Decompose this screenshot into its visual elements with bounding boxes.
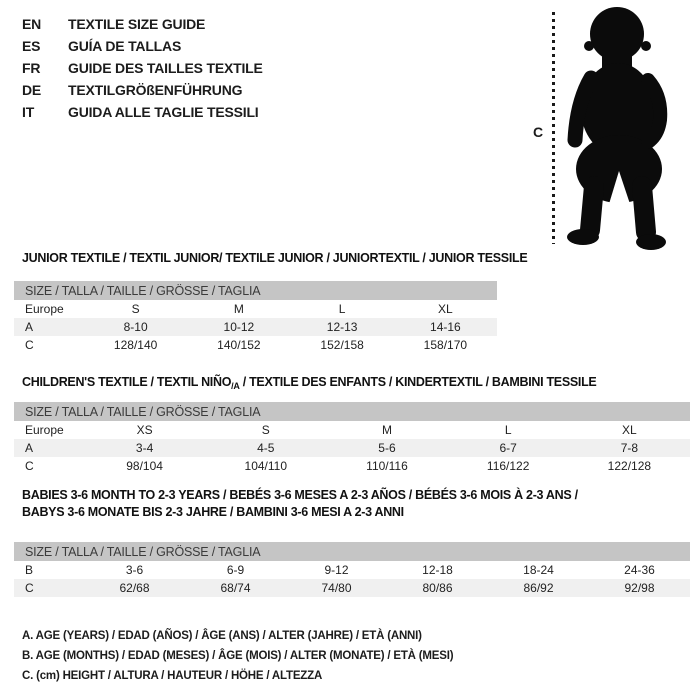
row-label: B (25, 563, 34, 577)
age-cell: 14-16 (394, 318, 497, 336)
language-label: GUIDE DES TAILLES TEXTILE (68, 60, 263, 76)
size-header-row (14, 402, 690, 421)
children-size-table (14, 402, 690, 475)
height-cell: 158/170 (423, 338, 468, 352)
size-header: SIZE / TALLA / TAILLE / GRÖSSE / TAGLIA (14, 402, 690, 421)
size-cell: M (381, 423, 392, 437)
age-cell: 7-8 (569, 439, 690, 457)
height-cell: 68/74 (185, 579, 286, 597)
language-label: GUIDA ALLE TAGLIE TESSILI (68, 104, 259, 120)
age-cell: 3-6 (125, 563, 144, 577)
age-cell: 10-12 (187, 318, 290, 336)
height-cell: 116/122 (486, 459, 530, 473)
height-cell: 152/158 (320, 338, 364, 352)
language-row-en (22, 13, 263, 35)
size-cell: XS (136, 423, 153, 437)
children-title-subscript: /A (231, 381, 240, 391)
babies-size-table (14, 542, 690, 597)
language-code: IT (22, 104, 35, 120)
legend-notes (22, 626, 453, 686)
note-c: C. (cm) HEIGHT / ALTURA / HAUTEUR / HÖHE / ALTEZZA (22, 670, 323, 682)
age-cell: 6-9 (226, 563, 245, 577)
size-header-row (14, 542, 690, 561)
age-cell: 8-10 (84, 318, 187, 336)
height-measure-dashed-line (552, 12, 555, 244)
language-list (22, 13, 263, 123)
age-cell: 18-24 (523, 563, 554, 577)
table-row-height (14, 579, 690, 597)
language-row-de (22, 79, 263, 101)
language-code: ES (22, 38, 41, 54)
note-b: B. AGE (MONTHS) / EDAD (MESES) / ÂGE (MOIS) / ALTER (MONATE) / ETÀ (MESI) (22, 650, 454, 662)
age-cell: 5-6 (326, 439, 447, 457)
row-label: C (25, 338, 34, 352)
language-code: EN (22, 16, 42, 32)
height-cell: 110/116 (366, 459, 408, 473)
age-cell: 4-5 (205, 439, 326, 457)
table-row-age-months (14, 561, 690, 579)
language-row-it (22, 101, 263, 123)
language-code: DE (22, 82, 42, 98)
size-cell: L (338, 302, 346, 316)
table-row-age (14, 439, 690, 457)
height-cell: 92/98 (589, 579, 690, 597)
children-title-text: CHILDREN'S TEXTILE / TEXTIL NIÑO (22, 375, 232, 389)
height-cell: 74/80 (286, 579, 387, 597)
size-cell: S (261, 423, 270, 437)
row-label: A (14, 439, 84, 457)
table-row-europe (14, 300, 497, 318)
language-label: TEXTILGRÖßENFÜHRUNG (68, 82, 243, 98)
row-label: C (14, 579, 84, 597)
note-a: A. AGE (YEARS) / EDAD (AÑOS) / ÂGE (ANS) / ALTER (JAHRE) / ETÀ (ANNI) (22, 630, 422, 642)
table-row-europe (14, 421, 690, 439)
row-label: Europe (25, 423, 64, 437)
size-cell: S (131, 302, 140, 316)
junior-size-table (14, 281, 497, 354)
height-cell: 80/86 (387, 579, 488, 597)
row-label: A (14, 318, 84, 336)
age-cell: 9-12 (324, 563, 349, 577)
height-cell: 128/140 (113, 338, 158, 352)
language-label: GUÍA DE TALLAS (68, 38, 182, 54)
size-cell: XL (622, 423, 637, 437)
size-cell: L (504, 423, 512, 437)
language-row-fr (22, 57, 263, 79)
row-label: C (25, 459, 34, 473)
size-cell: XL (438, 302, 453, 316)
table-row-age (14, 318, 497, 336)
height-cell: 122/128 (607, 459, 652, 473)
junior-table-title: JUNIOR TEXTILE / TEXTIL JUNIOR/ TEXTILE JUNIOR / JUNIORTEXTIL / JUNIOR TESSILE (22, 251, 528, 265)
age-cell: 12-18 (422, 563, 453, 577)
size-header: SIZE / TALLA / TAILLE / GRÖSSE / TAGLIA (14, 281, 497, 300)
children-title-text: / TEXTILE DES ENFANTS / KINDERTEXTIL / BAMBINI TESSILE (239, 375, 597, 389)
age-cell: 6-7 (448, 439, 569, 457)
table-row-height (14, 336, 497, 354)
size-header: SIZE / TALLA / TAILLE / GRÖSSE / TAGLIA (14, 542, 690, 561)
height-cell: 140/152 (217, 338, 261, 352)
height-measure-label: C (533, 124, 544, 140)
row-label: Europe (25, 302, 64, 316)
language-label: TEXTILE SIZE GUIDE (68, 16, 206, 32)
size-cell: M (233, 302, 244, 316)
children-table-title (22, 375, 596, 391)
language-row-es (22, 35, 263, 57)
height-cell: 104/110 (244, 459, 288, 473)
babies-title-line1: BABIES 3-6 MONTH TO 2-3 YEARS / BEBÉS 3-6 MESES A 2-3 AÑOS / BÉBÉS 3-6 MOIS À 2-3 ANS / (22, 488, 578, 502)
age-cell: 12-13 (291, 318, 394, 336)
height-cell: 98/104 (126, 459, 163, 473)
table-row-height (14, 457, 690, 475)
babies-table-title (22, 487, 662, 521)
height-cell: 86/92 (488, 579, 589, 597)
size-header-row (14, 281, 497, 300)
language-code: FR (22, 60, 41, 76)
toddler-silhouette-icon (560, 4, 700, 252)
age-cell: 3-4 (84, 439, 205, 457)
height-cell: 62/68 (84, 579, 185, 597)
babies-title-line2: BABYS 3-6 MONATE BIS 2-3 JAHRE / BAMBINI 3-6 MESI A 2-3 ANNI (22, 505, 404, 519)
age-cell: 24-36 (624, 563, 655, 577)
